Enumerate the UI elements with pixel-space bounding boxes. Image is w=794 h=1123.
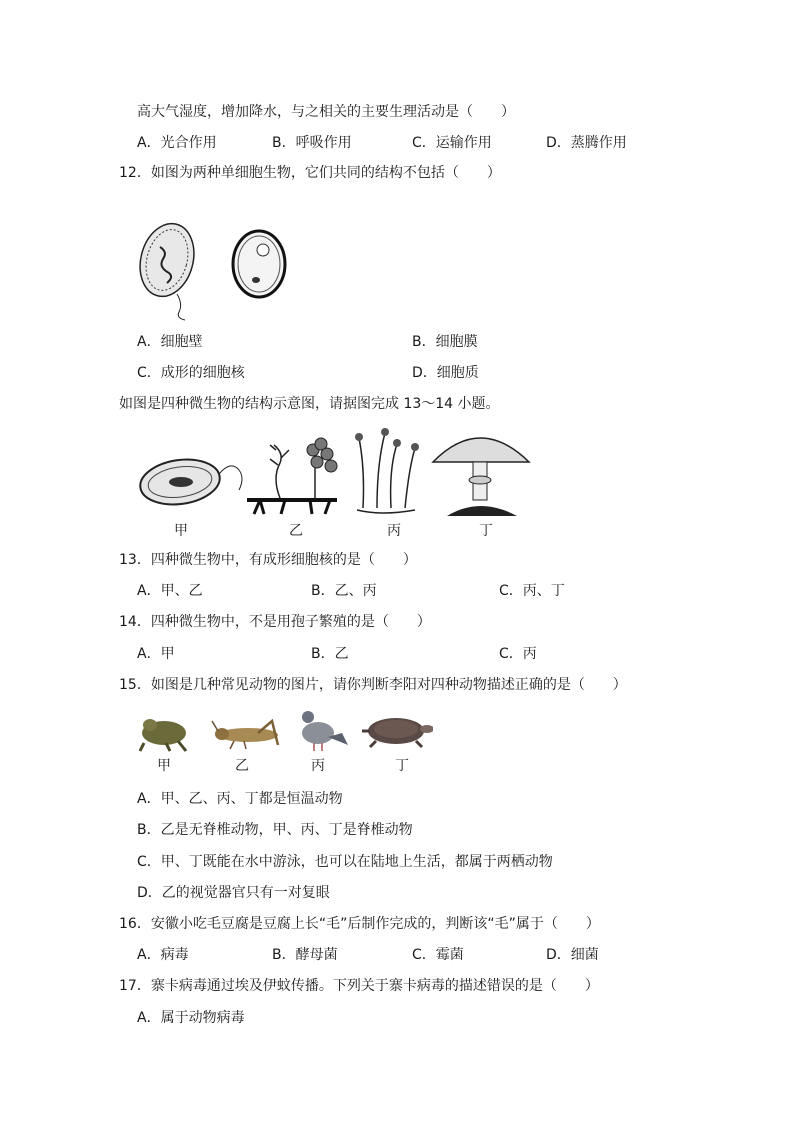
q11-option-c: C．运输作用 (412, 135, 492, 151)
q15-option-c: C．甲、丁既能在水中游泳，也可以在陆地上生活，都属于两栖动物 (137, 854, 553, 870)
q12-option-c: C．成形的细胞核 (137, 365, 245, 381)
q13-option-a: A．甲、乙 (137, 583, 203, 599)
q14-stem: 14．四种微生物中，不是用孢子繁殖的是（ ） (119, 614, 431, 630)
yeast-cell-drawing (233, 231, 285, 297)
q11-option-d: D．蒸腾作用 (546, 135, 627, 151)
q17-option-a: A．属于动物病毒 (137, 1010, 245, 1026)
mold-yi-drawing (247, 438, 337, 514)
q13-option-b: B．乙、丙 (311, 583, 377, 599)
micro-label-bing: 丙 (387, 523, 401, 539)
grasshopper-yi-drawing (212, 721, 278, 749)
bacterium-cell-drawing (135, 222, 202, 320)
four-microorganisms-figure (135, 420, 535, 525)
animal-label-yi: 乙 (235, 758, 249, 774)
q11-option-b: B．呼吸作用 (272, 135, 352, 151)
micro-label-yi: 乙 (289, 523, 303, 539)
q14-option-b: B．乙 (311, 646, 349, 662)
pigeon-bing-drawing (302, 711, 348, 751)
bacterium-jia-drawing (137, 455, 242, 510)
q12-option-d: D．细胞质 (412, 365, 479, 381)
q12-stem: 12．如图为两种单细胞生物，它们共同的结构不包括（ ） (119, 165, 501, 181)
q15-option-b: B．乙是无脊椎动物，甲、丙、丁是脊椎动物 (137, 822, 413, 838)
q16-stem: 16．安徽小吃毛豆腐是豆腐上长“毛”后制作完成的，判断该“毛”属于（ ） (119, 916, 600, 932)
turtle-ding-drawing (362, 718, 433, 747)
q14-option-a: A．甲 (137, 646, 175, 662)
q11-option-a: A．光合作用 (137, 135, 217, 151)
q17-stem: 17．寨卡病毒通过埃及伊蚊传播。下列关于寨卡病毒的描述错误的是（ ） (119, 978, 599, 994)
q12-option-b: B．细胞膜 (412, 334, 478, 350)
animal-label-ding: 丁 (395, 758, 409, 774)
q11-stem-continuation: 高大气湿度，增加降水，与之相关的主要生理活动是（ ） (137, 104, 515, 120)
q15-option-a: A．甲、乙、丙、丁都是恒温动物 (137, 791, 343, 807)
q13-option-c: C．丙、丁 (499, 583, 565, 599)
mushroom-ding-drawing (433, 438, 529, 516)
q16-option-d: D．细菌 (546, 947, 599, 963)
micro-label-jia: 甲 (174, 523, 188, 539)
animal-label-bing: 丙 (311, 758, 325, 774)
animal-label-jia: 甲 (157, 758, 171, 774)
q16-option-a: A．病毒 (137, 947, 189, 963)
four-animals-figure (138, 707, 433, 757)
q12-option-a: A．细胞壁 (137, 334, 203, 350)
frog-jia-drawing (140, 719, 186, 751)
q15-stem: 15．如图是几种常见动物的图片，请你判断李阳对四种动物描述正确的是（ ） (119, 677, 627, 693)
q16-option-b: B．酵母菌 (272, 947, 338, 963)
q13-14-intro: 如图是四种微生物的结构示意图，请据图完成 13～14 小题。 (119, 396, 500, 412)
q14-option-c: C．丙 (499, 646, 537, 662)
micro-label-ding: 丁 (479, 523, 493, 539)
q13-stem: 13．四种微生物中，有成形细胞核的是（ ） (119, 552, 417, 568)
q15-option-d: D．乙的视觉器官只有一对复眼 (137, 885, 330, 901)
single-cell-organisms-figure (135, 222, 295, 322)
mold-bing-drawing (355, 428, 419, 513)
q16-option-c: C．霉菌 (412, 947, 464, 963)
